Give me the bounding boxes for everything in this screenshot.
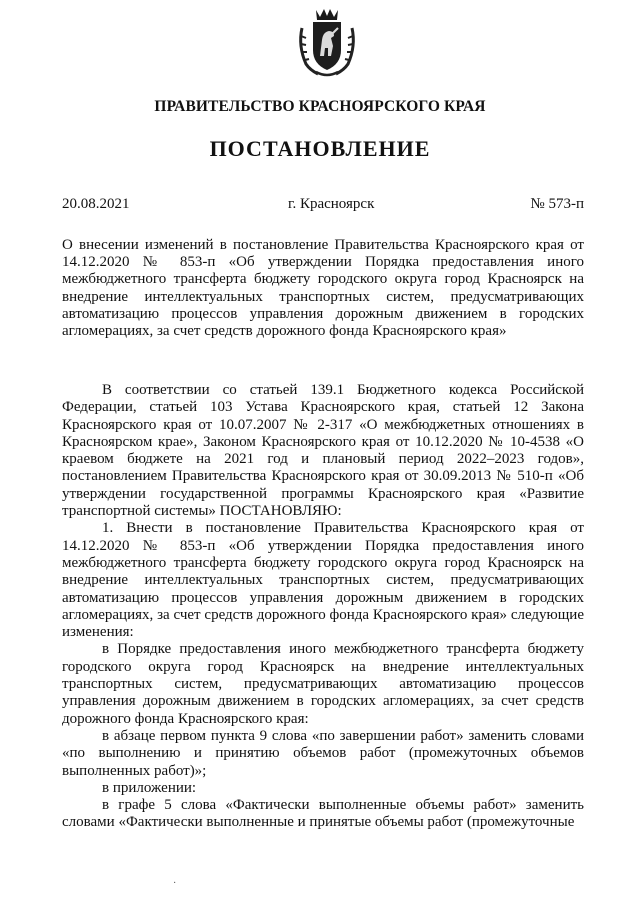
body-paragraph: в Порядке предоставления иного межбюджетного трансферта бюджету городского округа город Красноярск на внедрение интеллектуальных транспортных систем, предусматривающих автоматизацию процессов управления дорожным движением в городских агломерациях, за счет средств дорожного фонда Красноярского края: xyxy=(62,641,584,727)
document-subject: О внесении изменений в постановление Правительства Красноярского края от 14.12.2020 № 853-п «Об утверждении Порядка предоставления иного межбюджетного трансферта бюджету городского округа город Красноярск на внедрение интеллектуальных транспортных систем, предусматривающих автоматизацию процессов управления дорожным движением в городских агломерациях, за счет средств дорожного фонда Красноярского края» xyxy=(62,237,584,340)
body-paragraph: в абзаце первом пункта 9 слова «по завершении работ» заменить словами «по выполнению и принятию объемов работ (промежуточных объемов выполненных работ)»; xyxy=(62,727,584,779)
document-number: № 573-п xyxy=(530,196,584,212)
document-date: 20.08.2021 xyxy=(62,196,130,212)
document-city: г. Красноярск xyxy=(288,196,375,212)
coat-of-arms-icon xyxy=(296,6,358,80)
body-paragraph: в графе 5 слова «Фактически выполненные объемы работ» заменить словами «Фактически выполненные и принятые объемы работ (промежуточные xyxy=(62,797,584,831)
scan-speck: · xyxy=(173,878,177,889)
document-body xyxy=(62,382,584,832)
body-paragraph: в приложении: xyxy=(102,779,197,796)
preamble-paragraph: В соответствии со статьей 139.1 Бюджетного кодекса Российской Федерации, статьей 103 Устава Красноярского края, статьей 12 Закона Красноярского края от 10.07.2007 № 2-317 «О межбюджетных отношениях в Красноярском крае», Законом Красноярского края от 10.12.2020 № 10-4538 «О краевом бюджете на 2021 год и плановый период 2022–2023 годов», постановлением Правительства Красноярского края от 30.09.2013 № 510-п «Об утверждении государственной программы Красноярского края «Развитие транспортной системы» ПОСТАНОВЛЯЮ: xyxy=(62,382,584,520)
document-meta xyxy=(62,196,584,214)
government-title: ПРАВИТЕЛЬСТВО КРАСНОЯРСКОГО КРАЯ xyxy=(154,98,486,115)
clause-1-paragraph: 1. Внести в постановление Правительства Красноярского края от 14.12.2020 № 853-п «Об утверждении Порядка предоставления иного межбюджетного трансферта бюджету городского округа город Красноярск на внедрение интеллектуальных транспортных систем, предусматривающих автоматизацию процессов управления дорожным движением в городских агломерациях, за счет средств дорожного фонда Красноярского края» следующие изменения: xyxy=(62,520,584,641)
document-type: ПОСТАНОВЛЕНИЕ xyxy=(209,136,431,161)
